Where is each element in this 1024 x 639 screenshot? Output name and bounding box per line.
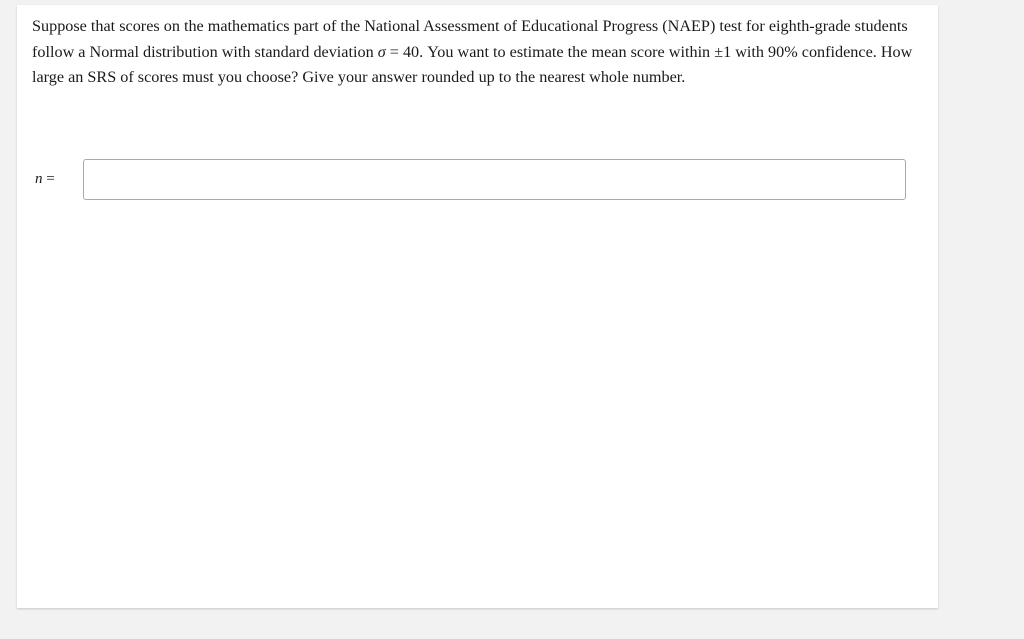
- question-card: [17, 5, 938, 608]
- answer-input[interactable]: [83, 159, 906, 200]
- question-text-part1: Suppose that scores on the mathematics part of the National Assessment of Educational Progress (NAEP) test for eighth-grade students follow a Normal distribution with standard deviation: [32, 17, 908, 61]
- question-text-part2: = 40. You want to estimate the mean score within ±1 with 90% confidence. How large an SRS of scores must you choose? Give your answer rounded up to the nearest whole number.: [32, 42, 913, 86]
- answer-row: [17, 159, 938, 200]
- question-text: [32, 14, 922, 91]
- answer-label: [35, 171, 55, 188]
- sigma-symbol: σ: [377, 42, 386, 61]
- answer-equals: =: [42, 171, 55, 187]
- answer-variable: n: [35, 171, 43, 187]
